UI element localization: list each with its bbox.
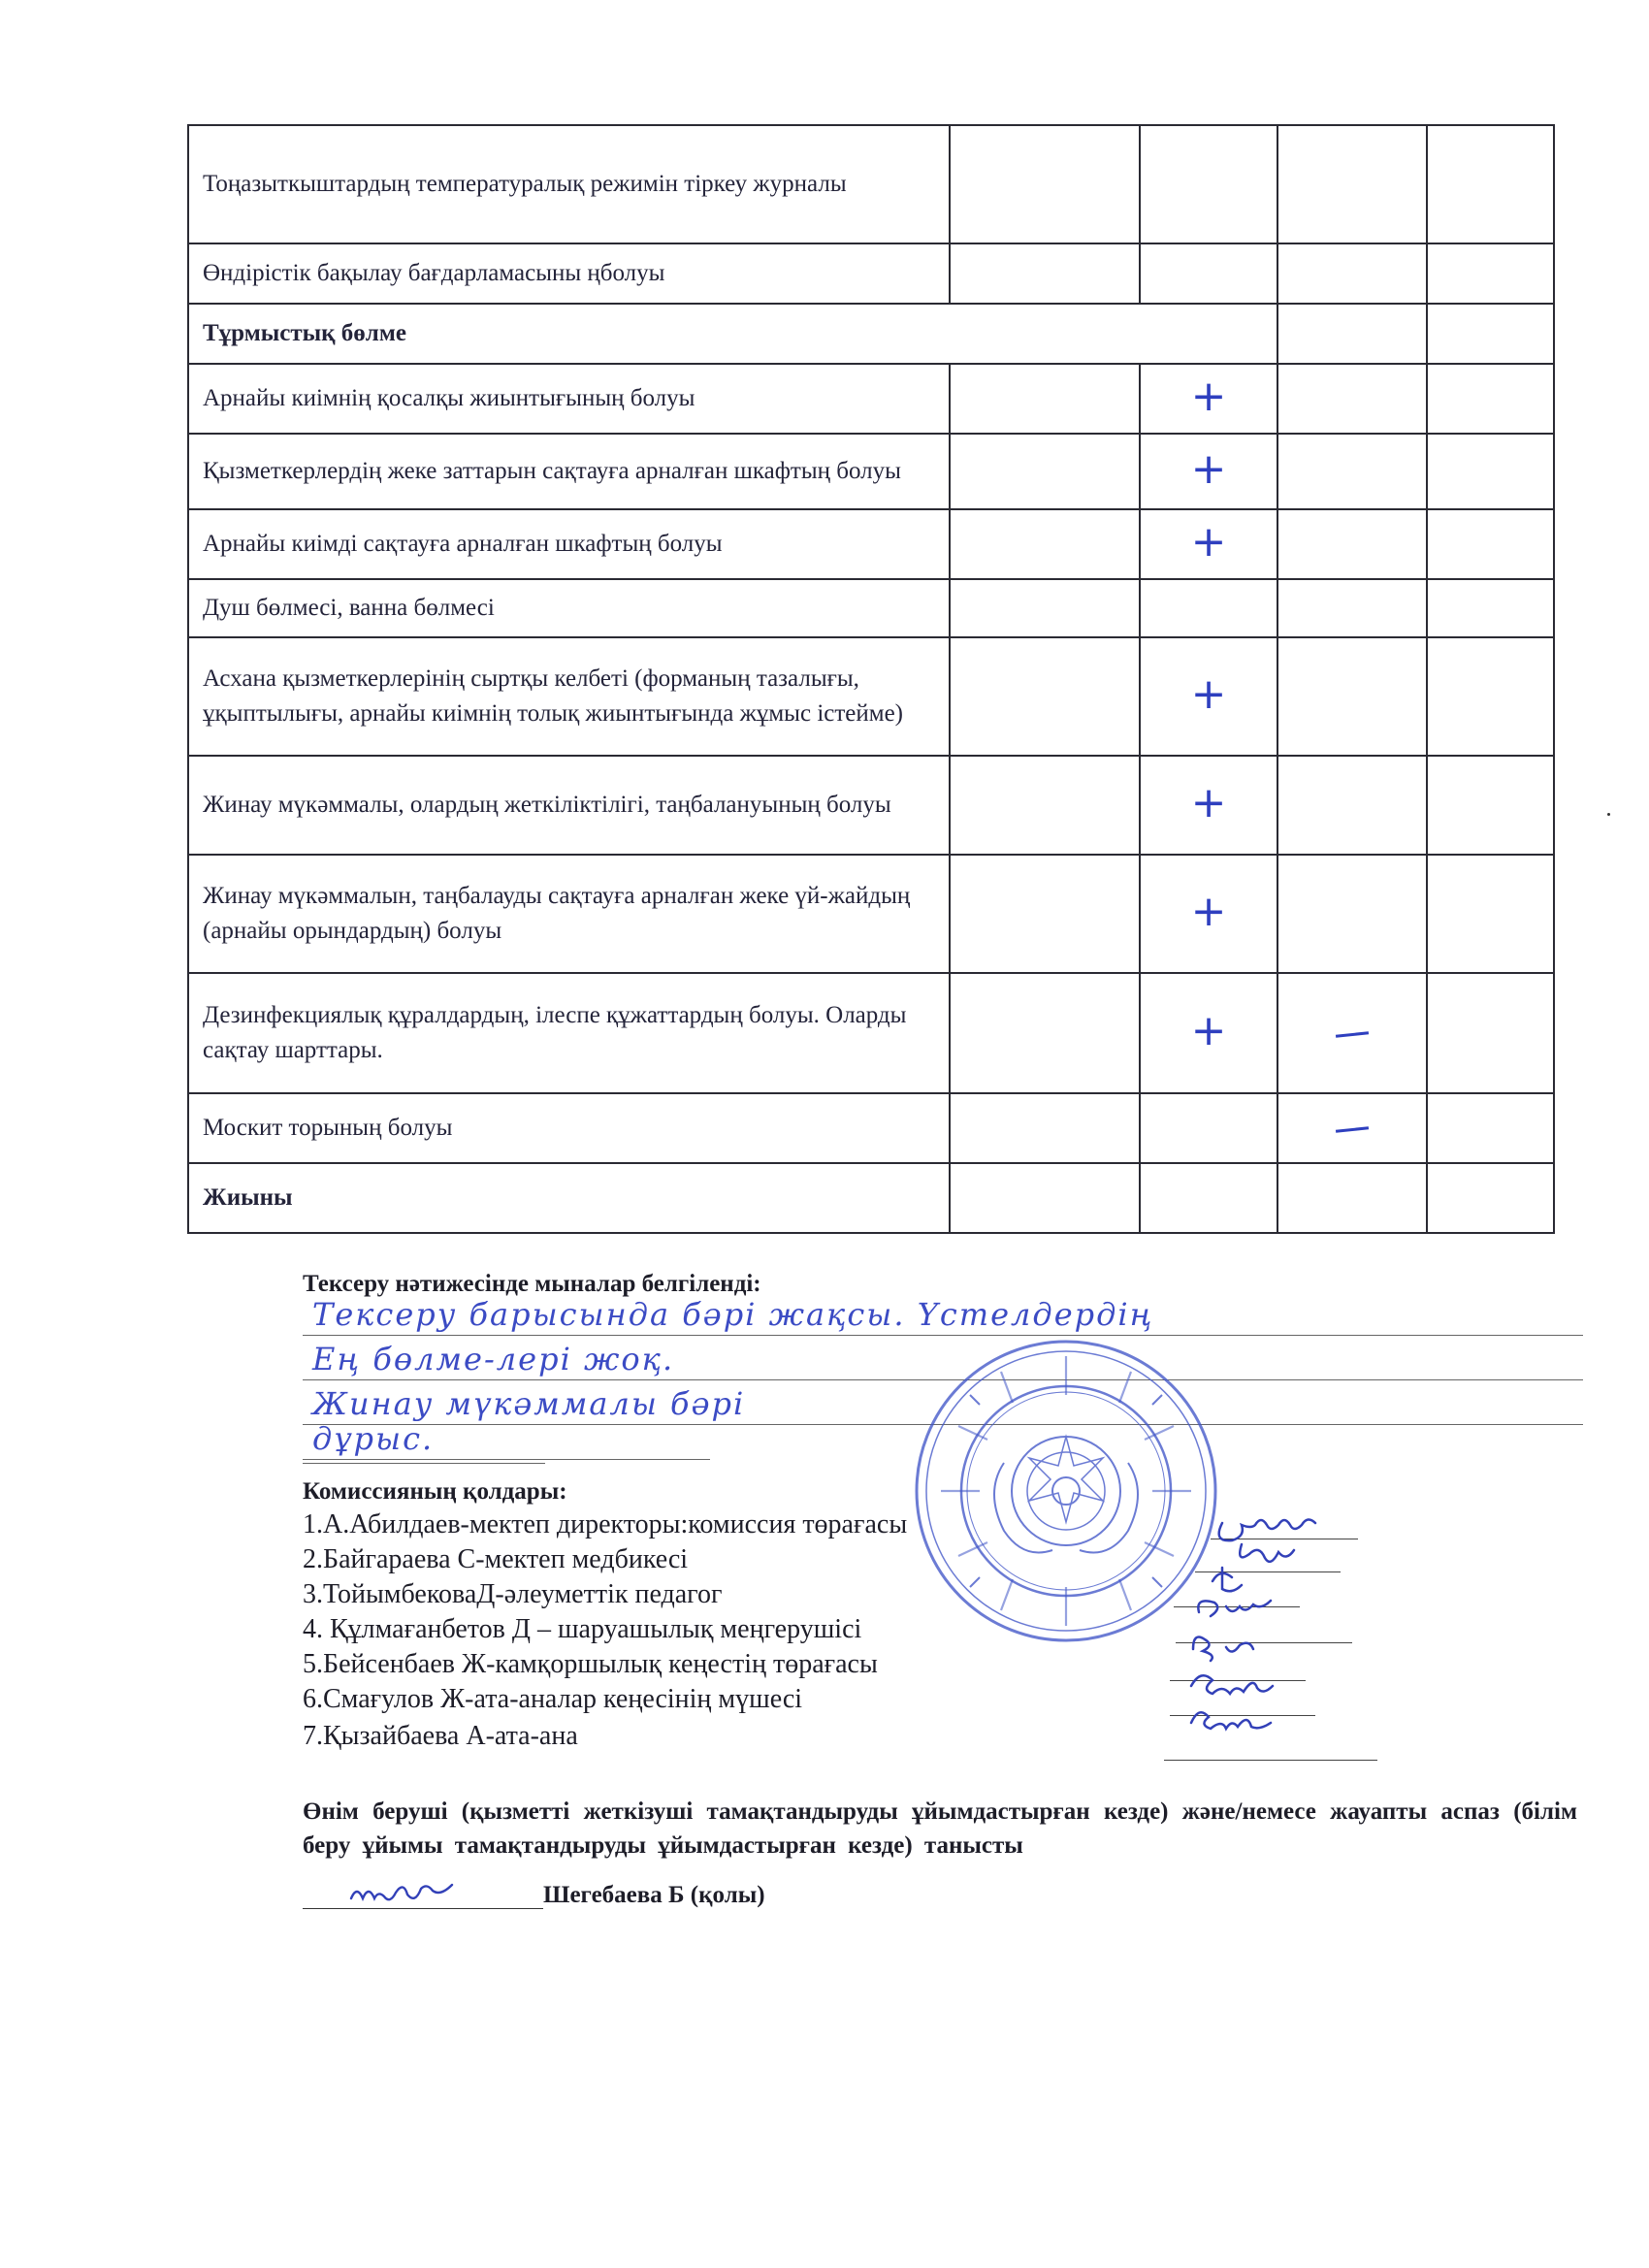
mark-cell [1140, 855, 1277, 973]
handwritten-note: дұрыс. [312, 1420, 435, 1457]
total-label: Жиыны [188, 1163, 950, 1233]
mark-cell [950, 637, 1140, 756]
mark-cell [1277, 973, 1427, 1093]
mark-cell [1140, 243, 1277, 304]
member-2: 2.Байгараева С-мектеп медбикесі [303, 1544, 689, 1574]
criterion-label: Асхана қызметкерлерінің сыртқы келбеті (форманың тазалығы, ұқыптылығы, арнайы киімнің толық жиынтығында жұмыс істейме) [188, 637, 950, 756]
mark-cell [1427, 973, 1554, 1093]
table-row [188, 434, 1554, 509]
criterion-label: Қызметкерлердің жеке заттарын сақтауға арналған шкафтың болуы [188, 434, 950, 509]
official-seal-graphic [912, 1337, 1220, 1645]
mark-cell [1140, 125, 1277, 243]
member-7: 7.Қызайбаева А-ата-ана [303, 1721, 578, 1751]
mark-cell [1277, 1093, 1427, 1163]
inspection-table [187, 124, 1555, 1234]
mark-cell [950, 579, 1140, 637]
handwritten-note: Жинау мүкәммалы бәрі [312, 1385, 746, 1422]
mark-cell [1427, 364, 1554, 434]
mark-cell [1427, 1093, 1554, 1163]
mark-cell [1277, 579, 1427, 637]
mark-cell [950, 243, 1140, 304]
plus-mark: + [1190, 372, 1227, 422]
plus-mark: + [1190, 887, 1227, 937]
table-section-row [188, 304, 1554, 364]
criterion-label: Дезинфекциялық құралдардың, ілеспе құжаттардың болуы. Оларды сақтау шарттары. [188, 973, 950, 1093]
mark-cell [950, 756, 1140, 855]
mark-cell [1277, 434, 1427, 509]
table-row [188, 973, 1554, 1093]
criterion-label: Тоңазыткыштардың температуралық режимін тіркеу журналы [188, 125, 950, 243]
mark-cell [950, 973, 1140, 1093]
mark-cell [950, 509, 1140, 579]
commission-title: Комиссияның қолдары: [303, 1478, 567, 1505]
mark-cell [1277, 509, 1427, 579]
criterion-label: Москит торының болуы [188, 1093, 950, 1163]
member-1: 1.А.Абилдаев-мектеп директоры:комиссия төрағасы [303, 1509, 908, 1539]
signer-name: Шегебаева Б (қолы) [543, 1882, 765, 1908]
plus-mark: + [1190, 517, 1227, 567]
mark-cell [950, 125, 1140, 243]
mark-cell [1427, 637, 1554, 756]
table-row [188, 637, 1554, 756]
mark-cell [1427, 579, 1554, 637]
mark-cell [1140, 756, 1277, 855]
table-row [188, 125, 1554, 243]
mark-cell [1140, 1163, 1277, 1233]
criterion-label: Арнайы киімді сақтауға арналған шкафтың болуы [188, 509, 950, 579]
mark-cell [1427, 509, 1554, 579]
mark-cell [1140, 579, 1277, 637]
table-total-row [188, 1163, 1554, 1233]
mark-cell [950, 855, 1140, 973]
plus-mark: + [1190, 444, 1227, 495]
mark-cell [1140, 434, 1277, 509]
plus-mark: + [1190, 669, 1227, 720]
mark-cell [950, 364, 1140, 434]
table-row [188, 855, 1554, 973]
criterion-label: Жинау мүкәммалын, таңбалауды сақтауға арналған жеке үй-жайдың (арнайы орындардың) болуы [188, 855, 950, 973]
member-5: 5.Бейсенбаев Ж-камқоршылық кеңестің төрағасы [303, 1649, 878, 1679]
table-row [188, 756, 1554, 855]
mark-cell [1427, 125, 1554, 243]
mark-cell [1427, 304, 1554, 364]
mark-cell [1140, 509, 1277, 579]
handwritten-note: Тексеру барысында бәрі жақсы. Үстелдердің [312, 1296, 1154, 1333]
mark-cell [950, 434, 1140, 509]
acknowledgement-signature [303, 1882, 765, 1909]
mark-cell [1140, 637, 1277, 756]
member-6: 6.Смағулов Ж-ата-аналар кеңесінің мүшесі [303, 1684, 803, 1714]
criterion-label: Өндірістік бақылау бағдарламасыны ңболуы [188, 243, 950, 304]
acknowledgement-paragraph: Өнім беруші (қызметті жеткізуші тамақтандыруды ұйымдастырған кезде) және/немесе жауапты аспаз (білім беру ұйымы тамақтандыруды ұйымдастырған кезде) танысты [303, 1798, 1577, 1859]
plus-mark: + [1190, 778, 1227, 828]
findings-title: Тексеру нәтижесінде мыналар белгіленді: [303, 1271, 761, 1297]
mark-cell [1277, 756, 1427, 855]
minus-mark [1336, 1031, 1369, 1038]
section-label: Тұрмыстық бөлме [188, 304, 1277, 364]
mark-cell [1277, 304, 1427, 364]
table-row [188, 243, 1554, 304]
mark-cell [1277, 364, 1427, 434]
table-row [188, 579, 1554, 637]
table-row [188, 1093, 1554, 1163]
divider-line [303, 1463, 545, 1464]
mark-cell [1427, 434, 1554, 509]
findings-line [303, 1414, 710, 1460]
signature-scribble [341, 1877, 468, 1910]
plus-mark: + [1190, 1006, 1227, 1056]
member-4: 4. Құлмағанбетов Д – шаруашылық меңгерушісі [303, 1614, 862, 1644]
mark-cell [950, 1163, 1140, 1233]
table-row [188, 509, 1554, 579]
mark-cell [1427, 1163, 1554, 1233]
mark-cell [1277, 243, 1427, 304]
mark-cell [1140, 973, 1277, 1093]
mark-cell [1427, 756, 1554, 855]
mark-cell [1277, 855, 1427, 973]
signature-line [303, 1883, 543, 1909]
mark-cell [1277, 125, 1427, 243]
stray-dot [1607, 813, 1610, 816]
criterion-label: Душ бөлмесі, ванна бөлмесі [188, 579, 950, 637]
criterion-label: Арнайы киімнің қосалқы жиынтығының болуы [188, 364, 950, 434]
member-3: 3.ТойымбековаД-әлеуметтік педагог [303, 1579, 723, 1609]
mark-cell [1277, 1163, 1427, 1233]
mark-cell [950, 1093, 1140, 1163]
criterion-label: Жинау мүкәммалы, олардың жеткіліктілігі, таңбалануының болуы [188, 756, 950, 855]
table-row [188, 364, 1554, 434]
handwritten-note: Ең бөлме-лері жоқ. [312, 1341, 675, 1377]
findings-line [303, 1290, 1583, 1336]
mark-cell [1140, 364, 1277, 434]
mark-cell [1140, 1093, 1277, 1163]
mark-cell [1427, 243, 1554, 304]
mark-cell [1427, 855, 1554, 973]
mark-cell [1277, 637, 1427, 756]
minus-mark [1336, 1126, 1369, 1133]
